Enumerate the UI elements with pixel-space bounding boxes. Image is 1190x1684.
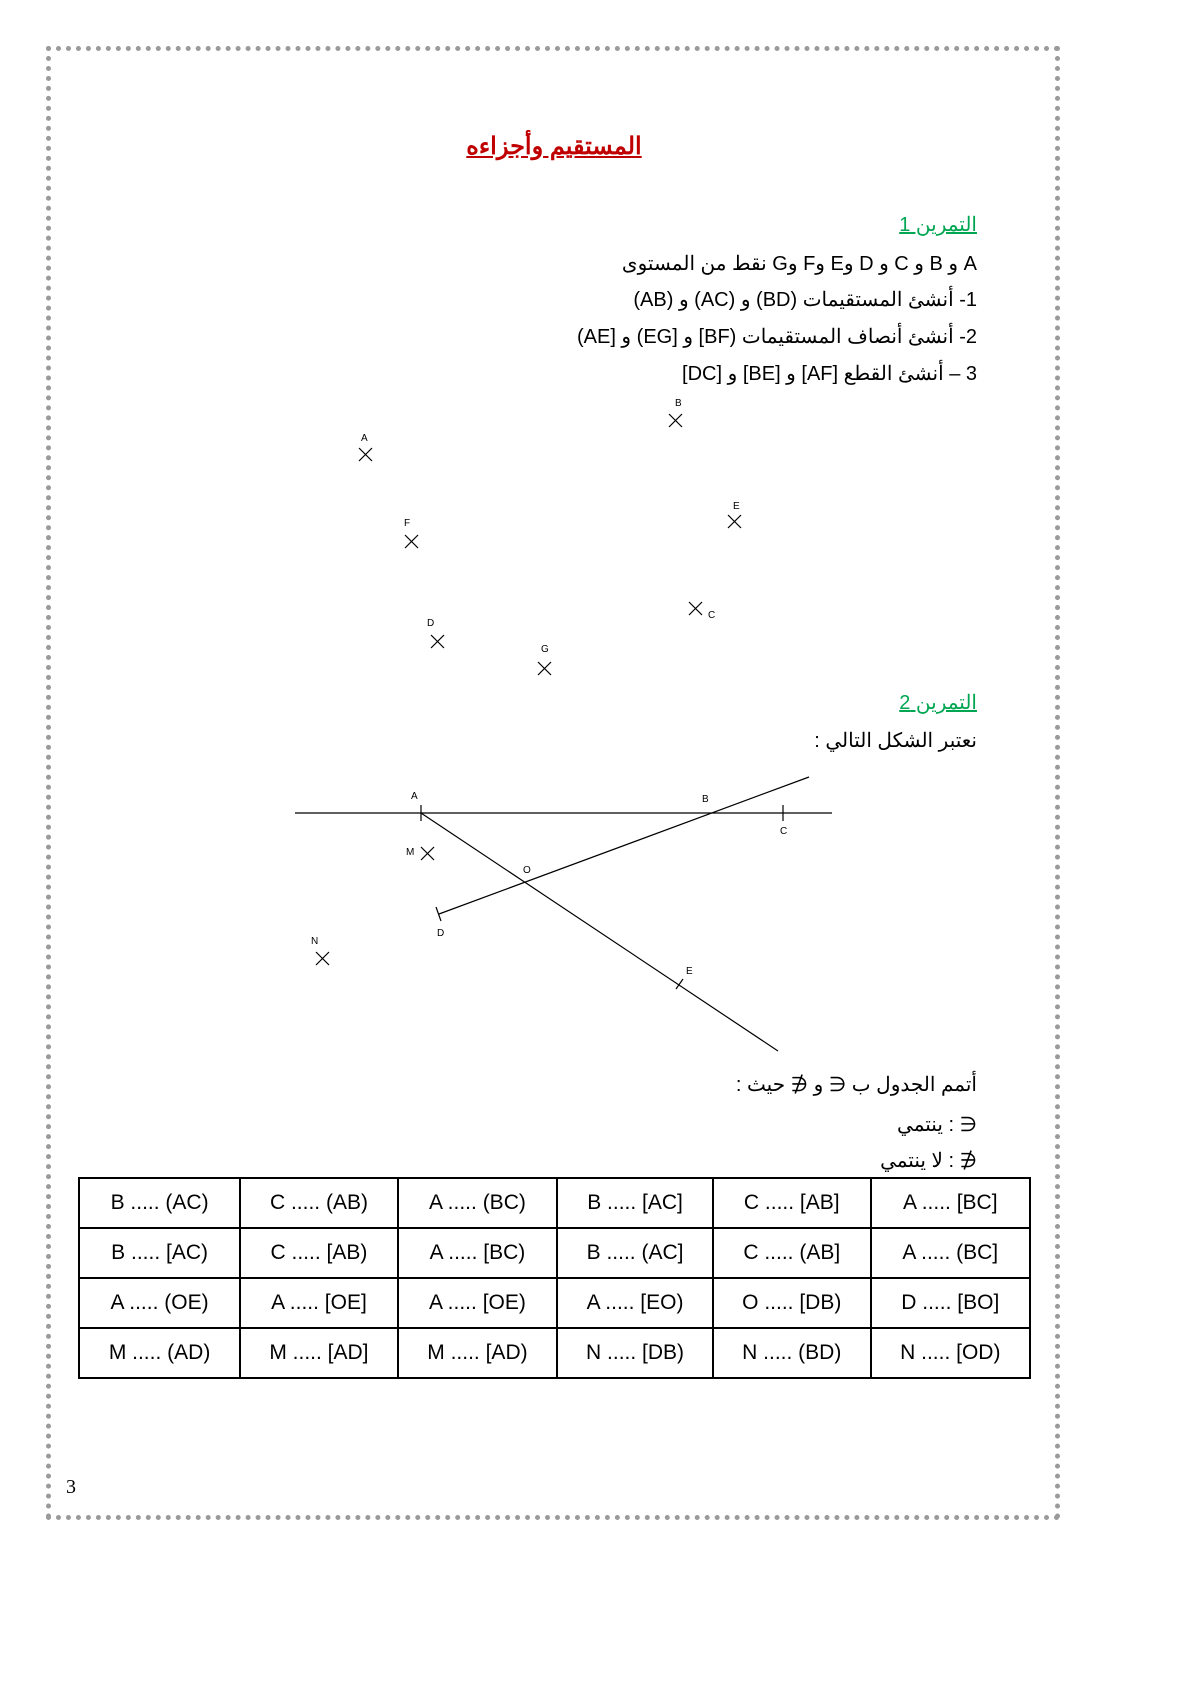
table-cell: A ..... (OE) [79, 1278, 240, 1328]
point-d-mark [431, 635, 444, 648]
label2-a: A [411, 791, 418, 802]
table-cell: N ..... [DB) [557, 1328, 713, 1378]
label-b: B [675, 398, 682, 409]
table-cell: B ..... (AC] [557, 1228, 713, 1278]
exercise1-line-1: A و B و C و D وE وF وG نقط من المستوى [621, 253, 977, 275]
table-cell: B ..... [AC] [557, 1178, 713, 1228]
exercise2-intro: نعتبر الشكل التالي : [814, 730, 977, 752]
table-cell: A ..... (BC) [398, 1178, 557, 1228]
label-d: D [427, 618, 435, 629]
label2-o: O [523, 865, 531, 876]
table-cell: N ..... (BD) [713, 1328, 871, 1378]
exercise2-instruction: أتمم الجدول ب ∈ و ∉ حيث : [735, 1074, 977, 1096]
table-cell: C ..... [AB) [240, 1228, 398, 1278]
exercise1-heading: التمرين 1 [899, 214, 977, 236]
exercise2-figure [295, 777, 832, 1051]
table-row [79, 1278, 1030, 1328]
line-ae [421, 813, 778, 1051]
table-cell: C ..... (AB) [240, 1178, 398, 1228]
page-number: 3 [66, 1476, 76, 1498]
label2-d: D [437, 928, 445, 939]
point-g-mark [538, 662, 551, 675]
table-cell: N ..... [OD) [871, 1328, 1030, 1378]
table-cell: B ..... (AC) [79, 1178, 240, 1228]
label2-b: B [702, 794, 709, 805]
label2-m: M [406, 847, 415, 858]
table-cell: M ..... [AD] [240, 1328, 398, 1378]
table-cell: A ..... [EO) [557, 1278, 713, 1328]
point-a-mark [359, 448, 372, 461]
table-cell: O ..... [DB) [713, 1278, 871, 1328]
membership-table [78, 1177, 1031, 1379]
exercise1-line-4: 3 – أنشئ القطع [AF] و [BE] و [DC] [682, 363, 977, 385]
exercise1-labels [361, 398, 740, 655]
table-cell: A ..... [OE) [398, 1278, 557, 1328]
label-e: E [733, 501, 740, 512]
label-c: C [708, 610, 716, 621]
point-f-mark [405, 535, 418, 548]
table-cell: M ..... (AD) [79, 1328, 240, 1378]
label-a: A [361, 433, 368, 444]
table-row [79, 1178, 1030, 1228]
table-cell: B ..... [AC) [79, 1228, 240, 1278]
point-n-mark [316, 952, 329, 965]
label2-e: E [686, 966, 693, 977]
point-m-mark [421, 847, 434, 860]
legend-not-belongs: ∉ : لا ينتمي [880, 1150, 977, 1172]
label-g: G [541, 644, 549, 655]
label2-n: N [311, 936, 319, 947]
table-cell: A ..... [BC] [871, 1178, 1030, 1228]
ray-db [439, 777, 809, 914]
table-cell: M ..... [AD) [398, 1328, 557, 1378]
table-cell: A ..... [OE] [240, 1278, 398, 1328]
table-row [79, 1228, 1030, 1278]
exercise1-line-3: 2- أنشئ أنصاف المستقيمات (BF] و [EG) و [AE) [576, 326, 977, 348]
exercise2-labels [311, 791, 787, 977]
point-e-mark [728, 515, 741, 528]
point-b-mark [669, 414, 682, 427]
point-c-mark [689, 602, 702, 615]
table-cell: C ..... (AB] [713, 1228, 871, 1278]
table-cell: A ..... [BC) [398, 1228, 557, 1278]
exercise1-figure [359, 414, 741, 675]
exercise1-line-2: 1- أنشئ المستقيمات (BD) و (AC) و (AB) [633, 289, 977, 311]
table-cell: A ..... (BC] [871, 1228, 1030, 1278]
exercise2-heading: التمرين 2 [899, 692, 977, 714]
table-cell: C ..... [AB] [713, 1178, 871, 1228]
label2-c: C [780, 826, 788, 837]
table-row [79, 1328, 1030, 1378]
legend-belongs: ∈ : ينتمي [897, 1114, 977, 1136]
label-f: F [404, 518, 411, 529]
table-cell: D ..... [BO] [871, 1278, 1030, 1328]
page-title: المستقيم وأجزاءه [466, 133, 642, 160]
